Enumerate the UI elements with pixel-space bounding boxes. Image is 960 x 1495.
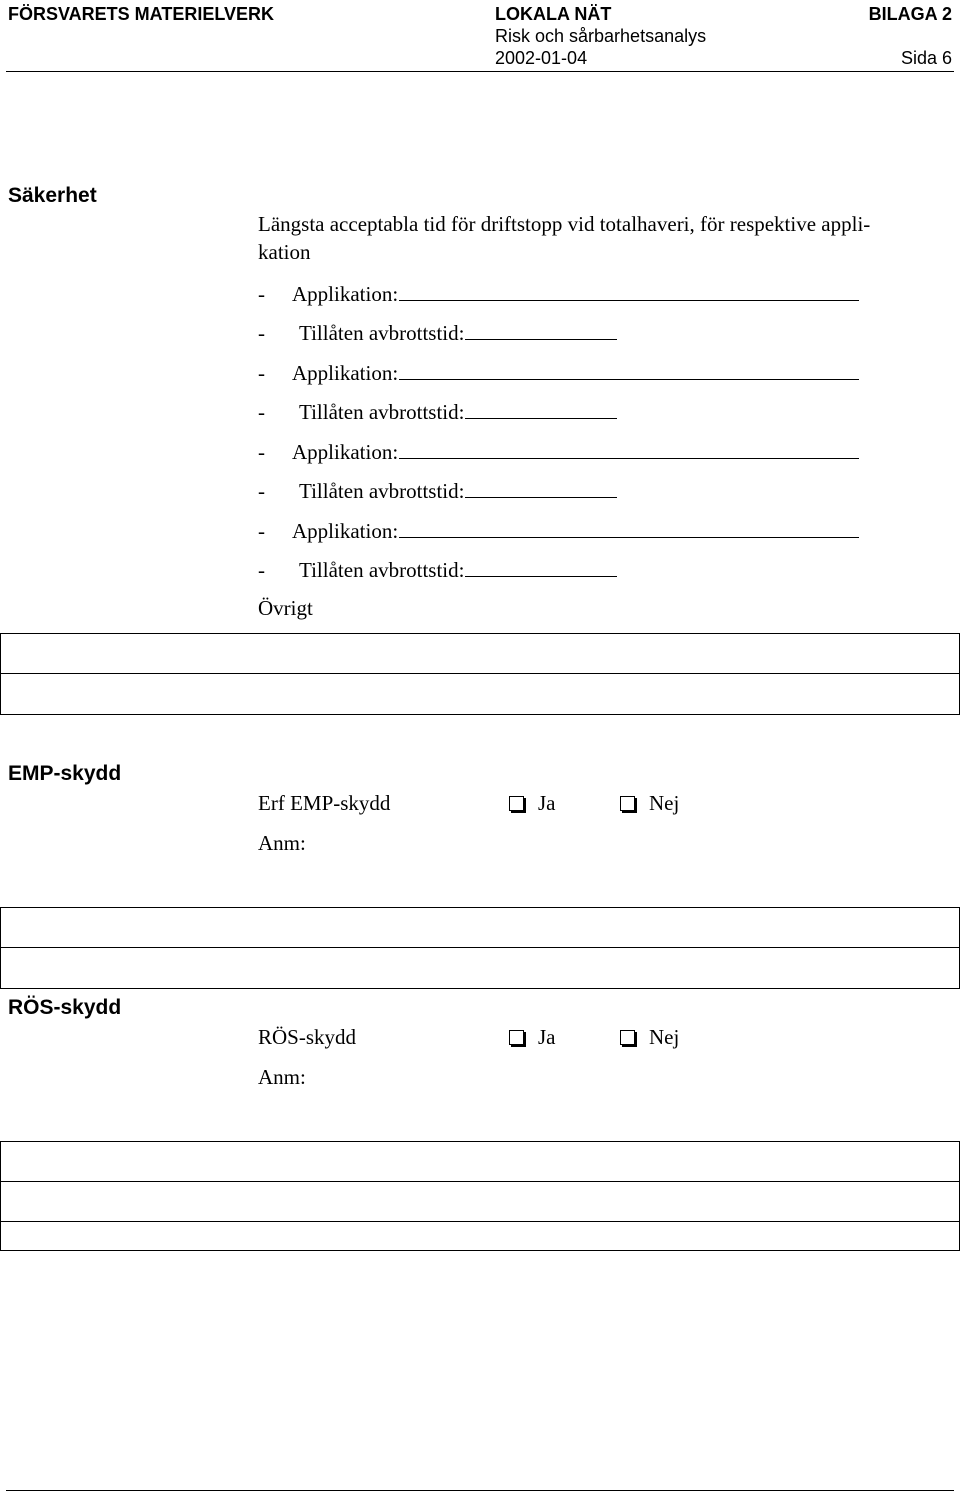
ros-remark-box (0, 1141, 960, 1251)
ros-no-label: Nej (649, 1025, 680, 1049)
other-notes-line-1[interactable] (1, 634, 959, 674)
security-question-line2: kation (258, 240, 311, 264)
emp-question: Erf EMP-skydd (258, 791, 391, 815)
doc-subtitle: Risk och sårbarhetsanalys (495, 26, 707, 46)
ros-remark-line-1[interactable] (1, 1142, 959, 1182)
application-row-4 (258, 517, 859, 544)
ros-yes-label: Ja (538, 1025, 556, 1049)
downtime-row-1 (258, 319, 617, 346)
checkbox-icon[interactable] (509, 1030, 524, 1045)
dash: - (258, 558, 265, 582)
application-label: Applikation: (292, 361, 399, 385)
ros-heading: RÖS-skydd (8, 996, 122, 1019)
downtime-label: Tillåten avbrottstid: (299, 479, 465, 503)
downtime-label: Tillåten avbrottstid: (299, 558, 465, 582)
emp-yes-option[interactable] (509, 791, 556, 816)
ros-question: RÖS-skydd (258, 1025, 357, 1049)
dash: - (258, 321, 265, 345)
dash: - (258, 440, 265, 464)
ros-remark-line-3[interactable] (1, 1222, 959, 1250)
downtime-row-2 (258, 398, 617, 425)
other-notes-line-2[interactable] (1, 674, 959, 714)
downtime-row-4 (258, 556, 617, 583)
application-field-1[interactable] (399, 280, 859, 301)
dash: - (258, 400, 265, 424)
downtime-field-1[interactable] (465, 319, 617, 340)
downtime-label: Tillåten avbrottstid: (299, 321, 465, 345)
downtime-field-3[interactable] (465, 477, 617, 498)
dash: - (258, 361, 265, 385)
doc-date: 2002-01-04 (495, 48, 588, 68)
downtime-field-2[interactable] (465, 398, 617, 419)
emp-remark-label: Anm: (258, 831, 306, 855)
emp-no-label: Nej (649, 791, 680, 815)
checkbox-icon[interactable] (620, 796, 635, 811)
checkbox-icon[interactable] (620, 1030, 635, 1045)
application-row-3 (258, 438, 859, 465)
downtime-label: Tillåten avbrottstid: (299, 400, 465, 424)
security-heading: Säkerhet (8, 184, 97, 207)
doc-title: LOKALA NÄT (495, 4, 612, 24)
dash: - (258, 519, 265, 543)
ros-remark-line-2[interactable] (1, 1182, 959, 1222)
emp-remark-line-1[interactable] (1, 908, 959, 948)
ros-no-option[interactable] (620, 1025, 679, 1050)
emp-yes-label: Ja (538, 791, 556, 815)
emp-heading: EMP-skydd (8, 762, 122, 785)
application-field-2[interactable] (399, 359, 859, 380)
header-rule (6, 71, 954, 72)
dash: - (258, 479, 265, 503)
application-row-1 (258, 280, 859, 307)
org-name: FÖRSVARETS MATERIELVERK (8, 4, 275, 24)
footer-rule (6, 1490, 954, 1491)
page-number: Sida 6 (900, 48, 952, 68)
emp-no-option[interactable] (620, 791, 679, 816)
other-label: Övrigt (258, 596, 313, 620)
application-label: Applikation: (292, 282, 399, 306)
other-notes-box (0, 633, 960, 715)
downtime-row-3 (258, 477, 617, 504)
dash: - (258, 282, 265, 306)
appendix-label: BILAGA 2 (868, 4, 952, 24)
ros-yes-option[interactable] (509, 1025, 556, 1050)
application-field-4[interactable] (399, 517, 859, 538)
emp-remark-line-2[interactable] (1, 948, 959, 988)
application-label: Applikation: (292, 519, 399, 543)
application-field-3[interactable] (399, 438, 859, 459)
application-label: Applikation: (292, 440, 399, 464)
application-row-2 (258, 359, 859, 386)
security-question-line1: Längsta acceptabla tid för driftstopp vid totalhaveri, för respektive appli- (258, 212, 871, 236)
downtime-field-4[interactable] (465, 556, 617, 577)
emp-remark-box (0, 907, 960, 989)
ros-remark-label: Anm: (258, 1065, 306, 1089)
checkbox-icon[interactable] (509, 796, 524, 811)
